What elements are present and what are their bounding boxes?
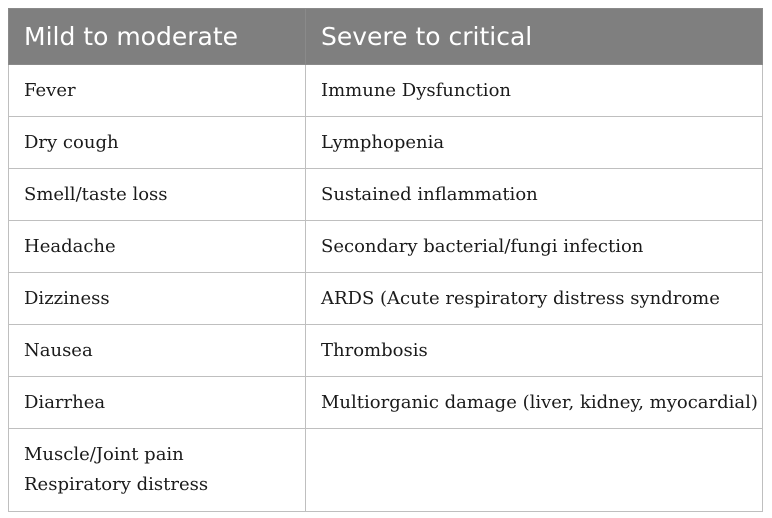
mild-line-1: Muscle/Joint pain [24, 444, 184, 465]
mild-cell-multiline [9, 429, 306, 512]
severe-cell: Sustained inflammation [306, 169, 763, 221]
severe-cell: Thrombosis [306, 325, 763, 377]
severe-cell: Lymphopenia [306, 117, 763, 169]
severe-cell: Secondary bacterial/fungi infection [306, 221, 763, 273]
severe-cell: Multiorganic damage (liver, kidney, myocardial) [306, 377, 763, 429]
mild-cell: Diarrhea [9, 377, 306, 429]
header-severe-to-critical: Severe to critical [306, 9, 763, 65]
severe-cell-empty [306, 429, 763, 512]
symptoms-table [8, 8, 763, 512]
table-row [9, 429, 763, 512]
header-row [9, 9, 763, 65]
severe-cell: Immune Dysfunction [306, 65, 763, 117]
mild-cell: Smell/taste loss [9, 169, 306, 221]
mild-cell: Dry cough [9, 117, 306, 169]
table-row [9, 377, 763, 429]
table-row [9, 325, 763, 377]
mild-cell: Headache [9, 221, 306, 273]
table-row [9, 65, 763, 117]
header-mild-to-moderate: Mild to moderate [9, 9, 306, 65]
severe-cell: ARDS (Acute respiratory distress syndrome [306, 273, 763, 325]
mild-cell: Nausea [9, 325, 306, 377]
table-row [9, 169, 763, 221]
mild-cell: Fever [9, 65, 306, 117]
table-row [9, 117, 763, 169]
table-row [9, 221, 763, 273]
table-row [9, 273, 763, 325]
mild-cell: Dizziness [9, 273, 306, 325]
mild-line-2: Respiratory distress [24, 474, 209, 495]
